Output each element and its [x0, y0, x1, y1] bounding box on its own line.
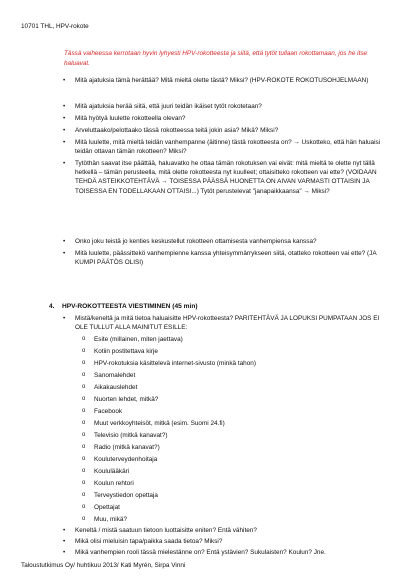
sub-bullet-marker: o: [82, 516, 86, 522]
bullet-marker: •: [63, 115, 66, 122]
list-item-text: Mitä ajatuksia herää siitä, että juuri teidän ikäiset tytöt rokotetaan?: [75, 103, 262, 110]
list-item-text: Mitä ajatuksia tämä herättää? Mitä mieltä olette tästä? Miksi? (HPV-ROKOTE ROKOTUSOHJELMAAN): [75, 77, 369, 84]
section-heading: [49, 303, 198, 310]
sub-list-item: [82, 503, 120, 512]
bullet-marker: •: [63, 160, 66, 167]
sub-list-item: [82, 455, 157, 464]
sub-bullet-marker: o: [82, 444, 86, 450]
sub-list-item: [82, 347, 158, 356]
sub-bullet-marker: o: [82, 468, 86, 474]
sub-item-text: Koululääkäri: [94, 468, 130, 475]
sub-bullet-marker: o: [82, 504, 86, 510]
bullet-marker: •: [63, 127, 66, 134]
list-item: [63, 537, 381, 546]
sub-bullet-marker: o: [82, 396, 86, 402]
list-item: [63, 548, 381, 557]
sub-list-item: [82, 443, 160, 452]
list-item-text: Arveluttaako/pelottaako tässä rokotteessa teitä jokin asia? Mikä? Miksi?: [75, 127, 279, 134]
sub-bullet-marker: o: [82, 480, 86, 486]
bullet-marker: •: [63, 238, 66, 245]
list-item-text: Mikä vanhempien rooli tässä mielestänne on? Entä ystävien? Sukulaisten? Koulun? Jne.: [75, 549, 326, 556]
list-item: [63, 102, 381, 111]
list-item-text: Mitä hyötyä luulette rokotteella olevan?: [75, 115, 186, 122]
list-item: [63, 314, 381, 332]
list-item-text: Tytöthän saavat itse päättää, haluavatko he ottaa tämän rokotuksen vai eivät: mitä mieltä te olette nyt tällä hetkellä – tämän perusteella, mitä olette rokotteesta nyt kuulleet; ottaisitteko rokotteen vai ette? (VOIDAAN TEHDÄ ASTEIKKOTEHTÄVÄ → TOISESSA PÄÄSSÄ HUONETTA ON AIVAN VARMASTI OTTAISIN JA TOISESSA EN TODELLAKAAN OTTAISI...) Tytöt perustelevat "janapaikkaansa" → Miksi?: [75, 160, 377, 195]
sub-item-text: Terveystiedon opettaja: [94, 492, 158, 499]
sub-list-item: [82, 359, 256, 368]
sub-item-text: Sanomalehdet: [94, 372, 136, 379]
sub-item-text: Kotiin postitettava kirje: [94, 348, 158, 355]
bullet-marker: •: [63, 527, 66, 534]
list-item: [63, 159, 381, 196]
page-footer: Taloustutkimus Oy/ huhtikuu 2013/ Kati Myrén, Sirpa Vinni: [21, 562, 186, 569]
list-item: [63, 237, 381, 246]
sub-bullet-marker: o: [82, 384, 86, 390]
sub-list-item: [82, 419, 225, 428]
list-item: [63, 249, 381, 267]
sub-list-item: [82, 335, 183, 344]
bullet-marker: •: [63, 538, 66, 545]
sub-bullet-marker: o: [82, 348, 86, 354]
bullet-marker: •: [63, 77, 66, 84]
sub-list-item: [82, 371, 135, 380]
page-header: 10701 THL, HPV-rokote: [21, 23, 89, 30]
list-item: [63, 138, 381, 156]
sub-bullet-marker: o: [82, 336, 86, 342]
sub-list-item: [82, 431, 168, 440]
sub-bullet-marker: o: [82, 432, 86, 438]
sub-list-item: [82, 515, 127, 524]
sub-list-item: [82, 395, 158, 404]
section-title: HPV-ROKOTTEESTA VIESTIMINEN (45 min): [62, 303, 198, 310]
sub-item-text: HPV-rokotuksia käsittelevä internet-sivusto (minkä tahon): [94, 360, 256, 367]
sub-item-text: Kouluterveydenhoitaja: [94, 456, 158, 463]
sub-item-text: Muut verkkoyhteisöt, mitkä (esim. Suomi 24.fi): [94, 420, 225, 427]
sub-item-text: Opettajat: [94, 504, 120, 511]
list-item-text: Keneltä / mistä saatuun tietoon luottaisitte eniten? Entä vähiten?: [75, 527, 257, 534]
list-item: [63, 114, 381, 123]
bullet-marker: •: [63, 139, 66, 146]
list-item-text: Mitä luulette, mitä mieltä teidän vanhempanne (äitinne) tästä rokotteesta on? → Uskotteko, että hän haluaisi teidän ottavan tämän rokotteen? Miksi?: [75, 139, 381, 156]
bullet-marker: •: [63, 103, 66, 110]
sub-bullet-marker: o: [82, 372, 86, 378]
sub-item-text: Aikakauslehdet: [94, 384, 138, 391]
list-item-text: Mikä olisi mieluisin tapa/paikka saada tietoa? Miksi?: [75, 538, 223, 545]
sub-bullet-marker: o: [82, 492, 86, 498]
intro-text: Tässä vaiheessa kerrotaan hyvin lyhyesti HPV-rokotteesta ja siitä, että tytöt tullaan rokottamaan, jos he itse haluavat.: [64, 50, 368, 67]
sub-item-text: Facebook: [94, 408, 123, 415]
sub-item-text: Muu, mikä?: [94, 516, 128, 523]
sub-bullet-marker: o: [82, 420, 86, 426]
sub-list-item: [82, 479, 134, 488]
sub-item-text: Televisio (mitkä kanavat?): [94, 432, 168, 439]
sub-list-item: [82, 491, 158, 500]
bullet-marker: •: [63, 549, 66, 556]
sub-list-item: [82, 383, 137, 392]
bullet-marker: •: [63, 315, 66, 322]
sub-item-text: Nuorten lehdet, mitkä?: [94, 396, 159, 403]
list-item-text: Mistä/keneltä ja mitä tietoa haluaisitte HPV-rokotteesta? PARITEHTÄVÄ JA LOPUKSI PUMPATAAN JOS EI OLE TULLUT ALLA MAINITUT ESILLE:: [75, 315, 380, 332]
sub-list-item: [82, 407, 122, 416]
sub-item-text: Radio (mitkä kanavat?): [94, 444, 160, 451]
list-item-text: Mitä luulette, päässittekö vanhempienne kanssa yhteisymmärrykseen siitä, otatteko rokotteen vai ette? (JA KUMPI PÄÄTÖS OLISI): [75, 250, 377, 267]
list-item: [63, 526, 381, 535]
sub-bullet-marker: o: [82, 360, 86, 366]
list-item-text: Onko joku teistä jo kenties keskustellut rokotteen ottamisesta vanhempiensa kanssa?: [75, 238, 317, 245]
sub-list-item: [82, 467, 129, 476]
list-item: [63, 76, 381, 85]
bullet-marker: •: [63, 250, 66, 257]
sub-bullet-marker: o: [82, 408, 86, 414]
sub-item-text: Esite (millainen, miten jaettava): [94, 336, 183, 343]
sub-item-text: Koulun rehtori: [94, 480, 134, 487]
section-number: 4.: [49, 303, 55, 310]
list-item: [63, 126, 381, 135]
sub-bullet-marker: o: [82, 456, 86, 462]
